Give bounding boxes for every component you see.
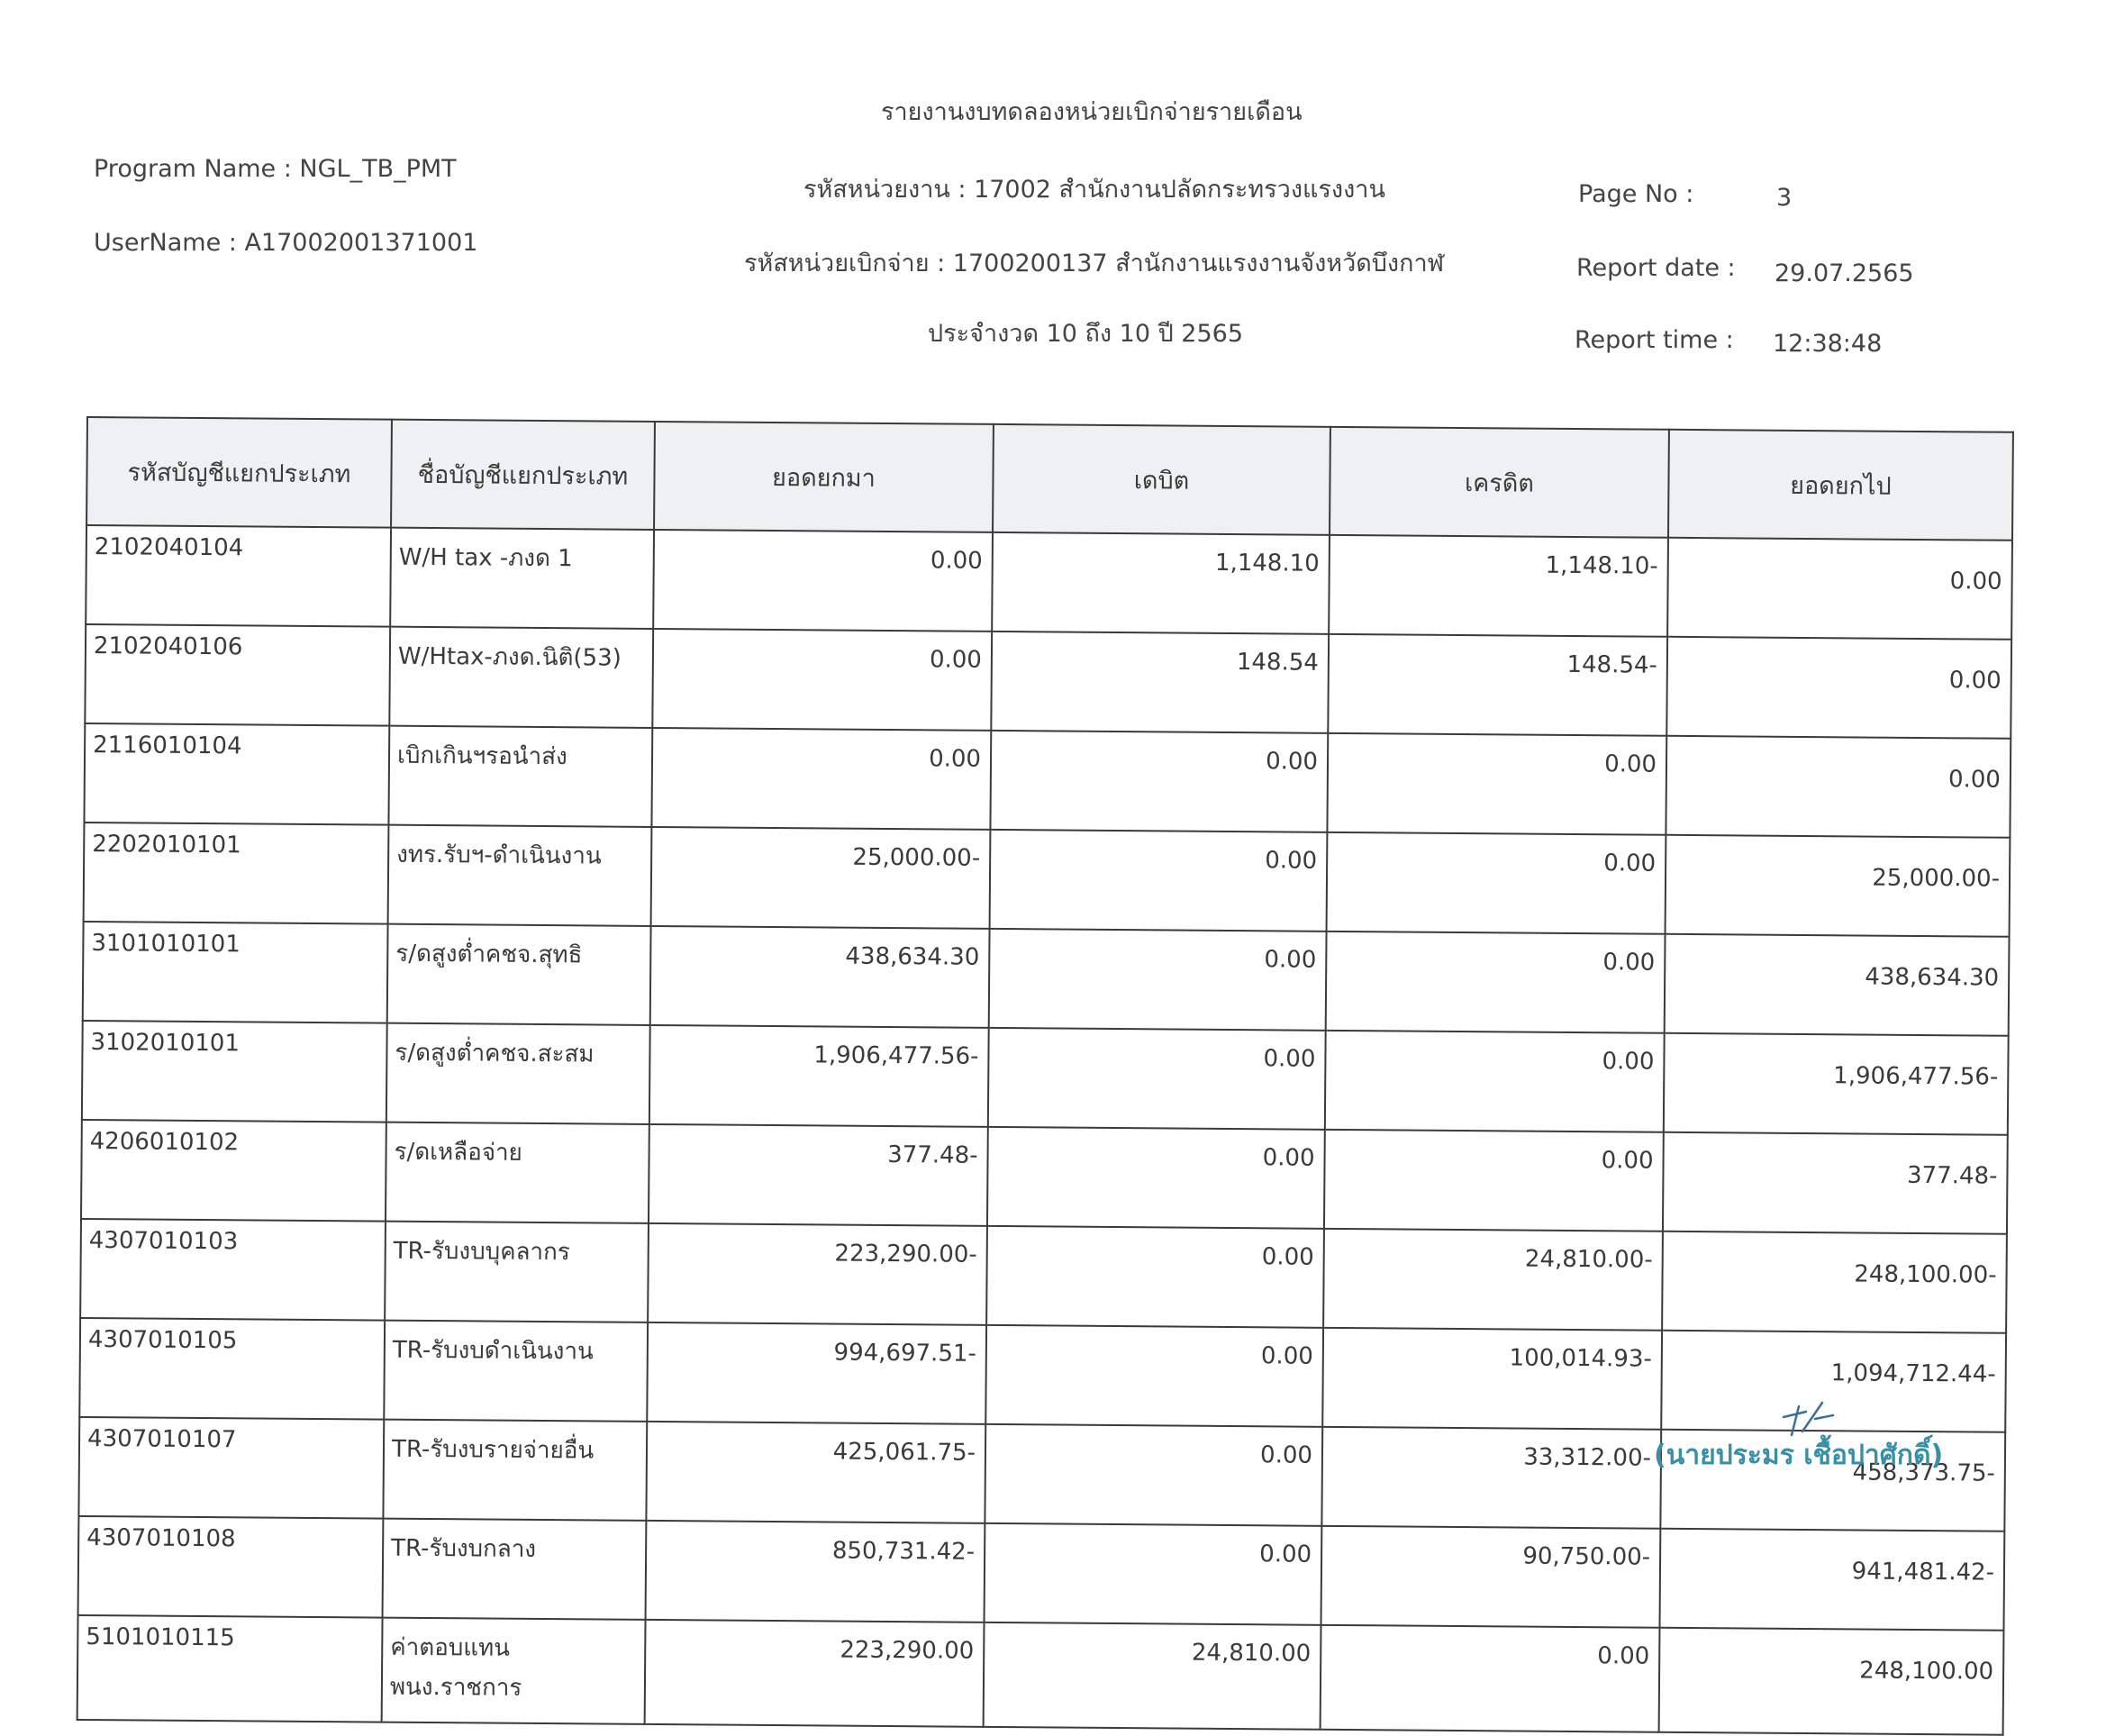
carried-forward-cell: 248,100.00- xyxy=(1662,1232,2007,1333)
credit-cell: 90,750.00- xyxy=(1321,1526,1661,1628)
debit-cell: 0.00 xyxy=(985,1523,1322,1625)
trial-balance-table xyxy=(77,416,2014,1736)
signer-name: (นายประมร เชื้อปาศักดิ์) xyxy=(1654,1440,1944,1471)
col-header-brought-forward: ยอดยกมา xyxy=(654,422,994,532)
account-code-cell: 4307010103 xyxy=(80,1219,386,1321)
account-code-cell: 4206010102 xyxy=(81,1120,386,1222)
credit-cell: 100,014.93- xyxy=(1322,1328,1662,1430)
carried-forward-cell: 0.00 xyxy=(1666,637,2011,739)
credit-cell: 1,148.10- xyxy=(1329,535,1668,637)
table-row xyxy=(78,1516,2005,1631)
table-row xyxy=(81,1120,2008,1234)
table-row xyxy=(77,1615,2004,1735)
credit-cell: 0.00 xyxy=(1327,832,1666,934)
table-row xyxy=(83,922,2010,1036)
brought-forward-cell: 223,290.00 xyxy=(645,1620,985,1727)
brought-forward-cell: 223,290.00- xyxy=(648,1223,987,1325)
account-code-cell: 4307010108 xyxy=(78,1516,384,1618)
account-code-cell: 3102010101 xyxy=(82,1021,387,1122)
col-header-account-name: ชื่อบัญชีแยกประเภท xyxy=(391,420,655,530)
credit-cell: 0.00 xyxy=(1321,1625,1660,1732)
table-row xyxy=(84,723,2011,838)
credit-cell: 0.00 xyxy=(1327,733,1666,835)
account-name-cell: ร/ดสูงต่ำคชจ.สุทธิ xyxy=(387,924,651,1025)
account-code-cell: 2116010104 xyxy=(84,723,389,825)
carried-forward-cell: 0.00 xyxy=(1667,538,2012,640)
user-name: UserName : A17002001371001 xyxy=(94,229,478,257)
brought-forward-cell: 1,906,477.56- xyxy=(649,1025,989,1127)
debit-cell: 0.00 xyxy=(990,830,1328,932)
brought-forward-cell: 994,697.51- xyxy=(647,1322,986,1424)
debit-cell: 0.00 xyxy=(988,1028,1326,1130)
report-title: รายงานงบทดลองหน่วยเบิกจ่ายรายเดือน xyxy=(881,98,1303,126)
account-name-cell: W/H tax -ภงด 1 xyxy=(390,528,654,629)
col-header-account-code: รหัสบัญชีแยกประเภท xyxy=(86,417,392,528)
report-time-value: 12:38:48 xyxy=(1773,330,1883,358)
account-code-cell: 3101010101 xyxy=(83,922,388,1023)
carried-forward-cell: 1,094,712.44- xyxy=(1661,1331,2006,1432)
account-code-cell: 2102040104 xyxy=(86,525,391,627)
credit-cell: 24,810.00- xyxy=(1323,1229,1663,1331)
disbursing-unit: รหัสหน่วยเบิกจ่าย : 1700200137 สำนักงานแรงงานจังหวัดบึงกาฬ xyxy=(744,250,1445,277)
brought-forward-cell: 0.00 xyxy=(651,728,991,830)
account-code-cell: 5101010115 xyxy=(77,1615,383,1722)
debit-cell: 0.00 xyxy=(985,1325,1323,1427)
brought-forward-cell: 0.00 xyxy=(653,530,993,632)
report-period: ประจำงวด 10 ถึง 10 ปี 2565 xyxy=(928,320,1244,348)
carried-forward-cell: 377.48- xyxy=(1663,1132,2008,1234)
account-name-cell: ร/ดสูงต่ำคชจ.สะสม xyxy=(386,1023,650,1124)
account-code-cell: 4307010107 xyxy=(78,1417,384,1519)
carried-forward-cell: 458,373.75- xyxy=(1660,1430,2005,1531)
brought-forward-cell: 425,061.75- xyxy=(646,1422,985,1523)
debit-cell: 0.00 xyxy=(986,1226,1324,1328)
brought-forward-cell: 850,731.42- xyxy=(646,1521,985,1622)
account-name-cell: TR-รับงบดำเนินงาน xyxy=(384,1321,648,1422)
carried-forward-cell: 941,481.42- xyxy=(1659,1529,2004,1631)
credit-cell: 148.54- xyxy=(1328,634,1667,736)
table-row xyxy=(82,1021,2009,1135)
brought-forward-cell: 25,000.00- xyxy=(651,827,991,929)
brought-forward-cell: 377.48- xyxy=(649,1124,988,1226)
debit-cell: 0.00 xyxy=(989,929,1327,1031)
unit-code: รหัสหน่วยงาน : 17002 สำนักงานปลัดกระทรวงแรงงาน xyxy=(803,176,1385,204)
account-name-cell: W/Htax-ภงด.นิติ(53) xyxy=(389,627,653,728)
col-header-credit: เครดิต xyxy=(1330,427,1669,538)
credit-cell: 0.00 xyxy=(1326,932,1666,1033)
debit-cell: 0.00 xyxy=(985,1424,1322,1526)
debit-cell: 0.00 xyxy=(990,731,1328,832)
debit-cell: 148.54 xyxy=(991,632,1329,733)
brought-forward-cell: 0.00 xyxy=(652,629,992,731)
credit-cell: 0.00 xyxy=(1325,1031,1665,1132)
report-time-label: Report time : xyxy=(1575,326,1734,354)
col-header-debit: เดบิต xyxy=(993,424,1330,535)
account-name-cell: TR-รับงบกลาง xyxy=(383,1519,647,1620)
account-code-cell: 2102040106 xyxy=(85,624,390,726)
carried-forward-cell: 0.00 xyxy=(1666,736,2011,838)
carried-forward-cell: 248,100.00 xyxy=(1659,1628,2004,1735)
page-no-value: 3 xyxy=(1776,184,1793,212)
account-code-cell: 2202010101 xyxy=(84,823,389,924)
account-name-cell: TR-รับงบรายจ่ายอื่น xyxy=(383,1420,647,1521)
table-row xyxy=(84,823,2011,937)
account-name-cell: งทร.รับฯ-ดำเนินงาน xyxy=(388,825,652,926)
carried-forward-cell: 438,634.30 xyxy=(1665,934,2010,1036)
debit-cell: 24,810.00 xyxy=(984,1622,1321,1730)
credit-cell: 33,312.00- xyxy=(1321,1427,1661,1529)
debit-cell: 1,148.10 xyxy=(992,532,1330,634)
table-row xyxy=(85,624,2011,739)
carried-forward-cell: 1,906,477.56- xyxy=(1664,1033,2009,1135)
brought-forward-cell: 438,634.30 xyxy=(650,926,990,1028)
report-date-label: Report date : xyxy=(1576,254,1736,282)
table-row xyxy=(80,1219,2007,1333)
account-name-cell: เบิกเกินฯรอนำส่ง xyxy=(388,726,652,827)
table-row xyxy=(86,525,2012,640)
table-header-row xyxy=(86,417,2013,541)
carried-forward-cell: 25,000.00- xyxy=(1666,835,2011,937)
account-name-cell: TR-รับงบบุคลากร xyxy=(385,1222,649,1322)
col-header-carried-forward: ยอดยกไป xyxy=(1668,430,2013,541)
account-name-cell: ค่าตอบแทนพนง.ราชการ xyxy=(382,1618,646,1724)
debit-cell: 0.00 xyxy=(987,1127,1325,1229)
credit-cell: 0.00 xyxy=(1324,1130,1664,1232)
account-code-cell: 4307010105 xyxy=(79,1318,385,1420)
account-name-cell: ร/ดเหลือจ่าย xyxy=(386,1122,649,1223)
page-no-label: Page No : xyxy=(1578,180,1694,208)
program-name: Program Name : NGL_TB_PMT xyxy=(94,155,457,183)
table-row xyxy=(79,1318,2006,1432)
report-date-value: 29.07.2565 xyxy=(1775,259,1914,287)
